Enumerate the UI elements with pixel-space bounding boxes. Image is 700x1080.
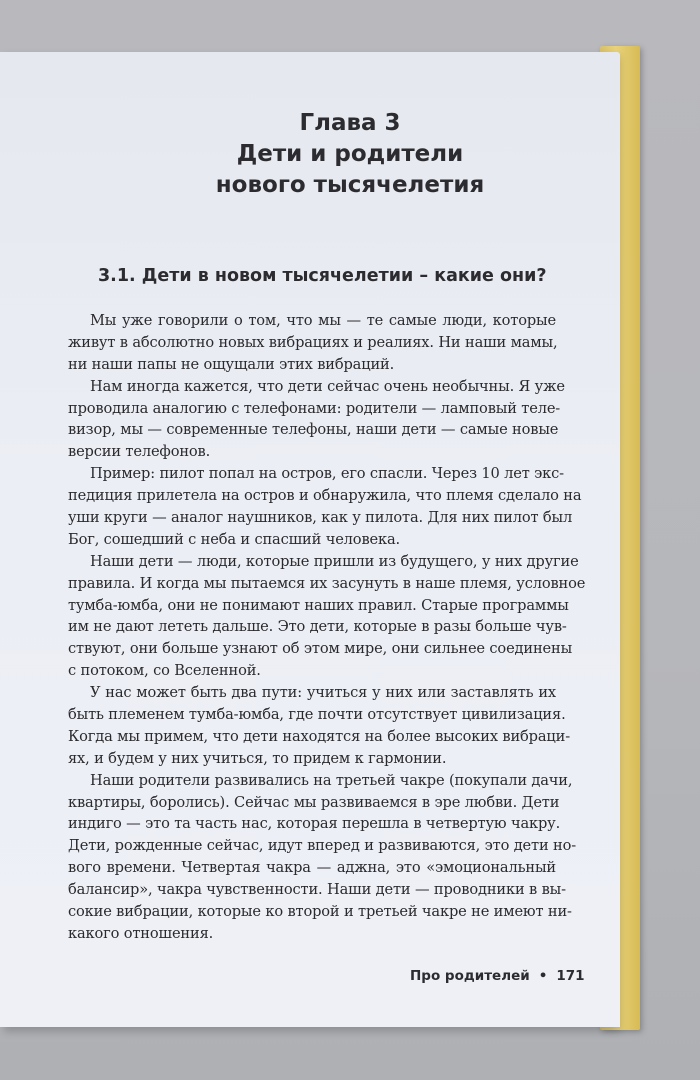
footer-separator: •: [538, 968, 548, 984]
text-line: вого времени. Четвертая чакра — аджна, это «эмоциональный: [68, 859, 556, 877]
text-line: Бог, сошедший с неба и спасший человека.: [68, 530, 401, 548]
page-footer: [410, 968, 585, 984]
text-line: сокие вибрации, которые ко второй и третьей чакре не имеют ни-: [68, 903, 572, 921]
text-line: правила. И когда мы пытаемся их засунуть в наше племя, условное: [68, 574, 586, 592]
text-line: с потоком, со Вселенной.: [68, 662, 261, 680]
text-line: Дети, рожденные сейчас, идут вперед и развиваются, это дети но-: [68, 837, 577, 855]
running-title: Про родителей: [410, 968, 530, 984]
text-line: версии телефонов.: [68, 443, 211, 461]
text-line: Пример: пилот попал на остров, его спасли. Через 10 лет экс-: [90, 465, 564, 483]
paragraph: [68, 376, 565, 464]
text-line: им не дают лететь дальше. Это дети, которые в разы больше чув-: [68, 618, 567, 636]
paragraph: [68, 463, 582, 551]
text-line: Мы уже говорили о том, что мы — те самые люди, которые: [90, 312, 556, 329]
paragraph: [68, 310, 556, 376]
text-line: ствуют, они больше узнают об этом мире, они сильнее соединены: [68, 640, 573, 658]
chapter-title-line-2: нового тысячелетия: [215, 172, 485, 198]
body-text: [68, 310, 586, 945]
paragraph: [68, 770, 577, 945]
text-line: уши круги — аналог наушников, как у пилота. Для них пилот был: [68, 509, 573, 527]
text-line: У нас может быть два пути: учиться у них или заставлять их: [90, 684, 556, 702]
paragraph: [68, 682, 571, 770]
text-line: быть племенем тумба-юмба, где почти отсутствует цивилизация.: [68, 706, 566, 724]
text-line: Нам иногда кажется, что дети сейчас очень необычны. Я уже: [90, 377, 565, 395]
text-line: тумба-юмба, они не понимают наших правил. Старые программы: [68, 596, 569, 614]
text-line: Наши дети — люди, которые пришли из будущего, у них другие: [90, 552, 579, 570]
text-line: квартиры, боролись). Сейчас мы развиваемся в эре любви. Дети: [68, 793, 560, 811]
text-line: педиция прилетела на остров и обнаружила, что племя сделало на: [68, 487, 582, 505]
section-title: 3.1. Дети в новом тысячелетии – какие они?: [98, 266, 547, 286]
text-line: живут в абсолютно новых вибрациях и реалиях. Ни наши мамы,: [68, 333, 558, 351]
chapter-number: Глава 3: [299, 110, 401, 136]
text-line: индиго — это та часть нас, которая перешла в четвертую чакру.: [68, 815, 561, 833]
paragraph: [68, 551, 586, 682]
text-line: балансир», чакра чувственности. Наши дети — проводники в вы-: [68, 881, 566, 899]
page-number: 171: [556, 968, 585, 984]
text-line: визор, мы — современные телефоны, наши дети — самые новые: [68, 421, 559, 439]
text-line: проводила аналогию с телефонами: родители — ламповый теле-: [68, 399, 561, 417]
chapter-heading: [0, 108, 700, 201]
text-line: какого отношения.: [68, 924, 214, 942]
chapter-title-line-1: Дети и родители: [236, 141, 464, 167]
text-line: ни наши папы не ощущали этих вибраций.: [68, 355, 395, 373]
text-line: Когда мы примем, что дети находятся на более высоких вибраци-: [68, 727, 571, 745]
text-line: ях, и будем у них учиться, то придем к гармонии.: [68, 749, 447, 767]
text-line: Наши родители развивались на третьей чакре (покупали дачи,: [90, 771, 573, 789]
